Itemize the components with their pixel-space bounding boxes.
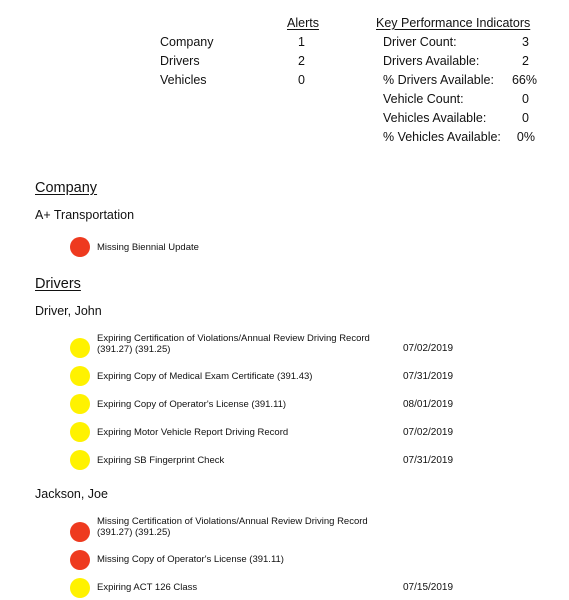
status-red-dot-icon [70, 237, 90, 257]
status-yellow-dot-icon [70, 422, 90, 442]
driver-alert-row [70, 421, 540, 443]
alert-text: Missing Copy of Operator's License (391.11) [97, 554, 284, 565]
status-red-dot-icon [70, 550, 90, 570]
alert-date: 07/31/2019 [403, 371, 454, 382]
alert-date: 07/02/2019 [403, 343, 454, 354]
alert-text: Missing Certification of Violations/Annual Review Driving Record (391.27) (391.25) [97, 516, 368, 538]
alert-text: Expiring SB Fingerprint Check [97, 455, 225, 466]
status-yellow-dot-icon [70, 366, 90, 386]
driver-name: Jackson, Joe [35, 487, 108, 501]
driver-alert-row [70, 365, 540, 387]
kpi-label-drivers-available: Drivers Available: [383, 54, 480, 68]
kpi-value-vehicle-count: 0 [522, 92, 529, 106]
alert-text: Expiring Motor Vehicle Report Driving Record [97, 427, 289, 438]
alert-text: Expiring Certification of Violations/Annual Review Driving Record (391.27) (391.25) [97, 333, 370, 355]
driver-alert-row [70, 549, 540, 571]
alert-text: Expiring Copy of Operator's License (391.11) [97, 399, 287, 410]
kpi-label-driver-count: Driver Count: [383, 35, 457, 49]
status-yellow-dot-icon [70, 450, 90, 470]
alerts-count-company: 1 [298, 35, 305, 49]
alert-date: 07/02/2019 [403, 427, 454, 438]
kpi-value-pct-vehicles-available: 0% [516, 130, 535, 144]
status-yellow-dot-icon [70, 338, 90, 358]
driver-alert-row [70, 449, 540, 471]
kpi-label-pct-drivers-available: % Drivers Available: [383, 73, 494, 87]
alert-text: Missing Biennial Update [97, 242, 199, 253]
status-yellow-dot-icon [70, 578, 90, 598]
drivers-section-title: Drivers [35, 276, 81, 292]
status-yellow-dot-icon [70, 394, 90, 414]
kpi-value-driver-count: 3 [522, 35, 529, 49]
driver-name: Driver, John [35, 304, 102, 318]
alerts-header: Alerts [287, 16, 319, 30]
kpi-value-pct-drivers-available: 66% [511, 73, 537, 87]
alerts-count-drivers: 2 [298, 54, 305, 68]
driver-alert-row [70, 516, 540, 543]
kpi-label-pct-vehicles-available: % Vehicles Available: [383, 130, 501, 144]
kpi-label-vehicles-available: Vehicles Available: [383, 111, 487, 125]
kpi-label-vehicle-count: Vehicle Count: [383, 92, 464, 106]
kpi-value-vehicles-available: 0 [522, 111, 529, 125]
alerts-label-vehicles: Vehicles [160, 73, 207, 87]
kpi-value-drivers-available: 2 [522, 54, 529, 68]
alert-date: 08/01/2019 [403, 399, 454, 410]
alerts-count-vehicles: 0 [298, 73, 305, 87]
company-name: A+ Transportation [35, 208, 135, 222]
driver-alert-row [70, 577, 540, 599]
alert-date: 07/15/2019 [403, 582, 454, 593]
alert-text: Expiring ACT 126 Class [97, 582, 198, 593]
alert-date: 07/31/2019 [403, 455, 454, 466]
kpi-header: Key Performance Indicators [376, 16, 531, 30]
alert-text: Expiring Copy of Medical Exam Certificate (391.43) [97, 371, 313, 382]
alerts-label-drivers: Drivers [160, 54, 200, 68]
alerts-label-company: Company [160, 35, 214, 49]
driver-alert-row [70, 393, 540, 415]
company-section-title: Company [35, 180, 98, 196]
driver-alert-row [70, 333, 540, 359]
status-red-dot-icon [70, 522, 90, 542]
company-alert-row [70, 236, 540, 258]
